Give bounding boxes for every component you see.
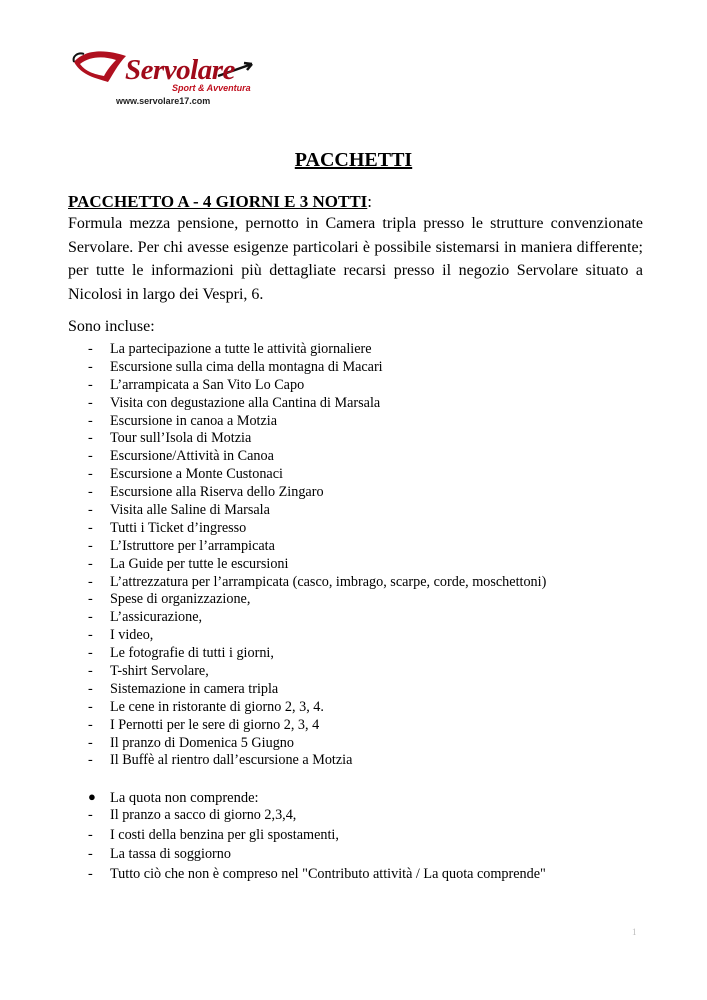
list-item-text: Tour sull’Isola di Motzia <box>110 430 252 447</box>
list-item-text: Tutti i Ticket d’ingresso <box>110 519 247 536</box>
logo-brand-text: Servolare <box>125 54 235 86</box>
dash-marker: - <box>88 826 93 843</box>
list-item-text: Tutto ciò che non è compreso nel "Contributo attività / La quota comprende" <box>110 865 546 882</box>
dash-marker: - <box>88 609 93 626</box>
dash-marker: - <box>88 519 93 536</box>
dash-marker: - <box>88 412 93 429</box>
list-item-text: Escursione/Attività in Canoa <box>110 448 274 465</box>
list-item-text: I video, <box>110 627 154 644</box>
dash-marker: - <box>88 537 93 554</box>
list-item-text: Il pranzo a sacco di giorno 2,3,4, <box>110 807 297 823</box>
dash-marker: - <box>88 865 93 882</box>
dash-marker: - <box>88 591 93 608</box>
page-title: PACCHETTI <box>294 149 413 171</box>
list-item-text: La tassa di soggiorno <box>110 846 231 862</box>
list-item-text: L’attrezzatura per l’arrampicata (casco, imbrago, scarpe, corde, moschettoni) <box>110 573 547 590</box>
dash-marker: - <box>88 846 93 862</box>
package-heading-colon: : <box>367 192 373 211</box>
dash-marker: - <box>88 502 93 519</box>
dash-marker: - <box>88 466 93 483</box>
list-item-text: Le cene in ristorante di giorno 2, 3, 4. <box>110 698 324 715</box>
excluded-label: La quota non comprende: <box>110 790 259 806</box>
page-number: 1 <box>632 927 637 937</box>
list-item-text: Visita alle Saline di Marsala <box>110 502 270 519</box>
list-item-text: Escursione a Monte Custonaci <box>110 466 283 483</box>
list-item-text: Spese di organizzazione, <box>110 591 251 608</box>
dash-marker: - <box>88 430 93 447</box>
list-item-text: L’assicurazione, <box>110 609 203 626</box>
dash-marker: - <box>88 448 93 465</box>
dash-marker: - <box>88 663 93 680</box>
list-item-text: La partecipazione a tutte le attività giornaliere <box>110 341 372 357</box>
list-item-text: La Guide per tutte le escursioni <box>110 555 289 572</box>
list-item-text: Il pranzo di Domenica 5 Giugno <box>110 734 294 751</box>
dash-marker: - <box>88 573 93 590</box>
dash-marker: - <box>88 734 93 751</box>
dash-marker: - <box>88 484 93 501</box>
list-item-text: T-shirt Servolare, <box>110 663 209 680</box>
list-item-text: Escursione in canoa a Motzia <box>110 412 278 429</box>
dash-marker: - <box>88 807 93 823</box>
included-label: Sono incluse: <box>68 318 155 335</box>
list-item-text: L’Istruttore per l’arrampicata <box>110 537 275 554</box>
logo-url: www.servolare17.com <box>116 96 211 106</box>
list-item-text: I Pernotti per le sere di giorno 2, 3, 4 <box>110 716 320 733</box>
servolare-logo <box>68 42 268 114</box>
list-item-text: Il Buffè al rientro dall’escursione a Motzia <box>110 752 353 769</box>
bullet-icon: ● <box>88 789 96 804</box>
dash-marker: - <box>88 680 93 697</box>
dash-marker: - <box>88 376 93 393</box>
dash-marker: - <box>88 341 93 357</box>
list-item-text: Escursione sulla cima della montagna di Macari <box>110 358 383 375</box>
list-item-text: I costi della benzina per gli spostamenti, <box>110 826 339 843</box>
list-item-text: Visita con degustazione alla Cantina di Marsala <box>110 394 381 411</box>
dash-marker: - <box>88 555 93 572</box>
dash-marker: - <box>88 394 93 411</box>
package-heading <box>68 192 372 212</box>
package-description: Formula mezza pensione, pernotto in Camera tripla presso le strutture convenzionate Servolare. Per chi avesse esigenze particolari è possibile sistemarsi in maniera differente; per tutte le informazioni più dettagliate recarsi presso il negozio Servolare situato a Nicolosi in largo dei Vespri, 6. <box>68 215 643 303</box>
logo-tagline: Sport & Avventura <box>172 83 251 93</box>
list-item-text: Le fotografie di tutti i giorni, <box>110 645 274 662</box>
dash-marker: - <box>88 627 93 644</box>
list-item-text: Escursione alla Riserva dello Zingaro <box>110 484 324 501</box>
dash-marker: - <box>88 716 93 733</box>
dash-marker: - <box>88 752 93 769</box>
list-item-text: Sistemazione in camera tripla <box>110 680 279 697</box>
list-item-text: L’arrampicata a San Vito Lo Capo <box>110 376 305 393</box>
package-heading-text: PACCHETTO A - 4 GIORNI E 3 NOTTI <box>68 192 368 211</box>
dash-marker: - <box>88 645 93 662</box>
dash-marker: - <box>88 358 93 375</box>
dash-marker: - <box>88 698 93 715</box>
